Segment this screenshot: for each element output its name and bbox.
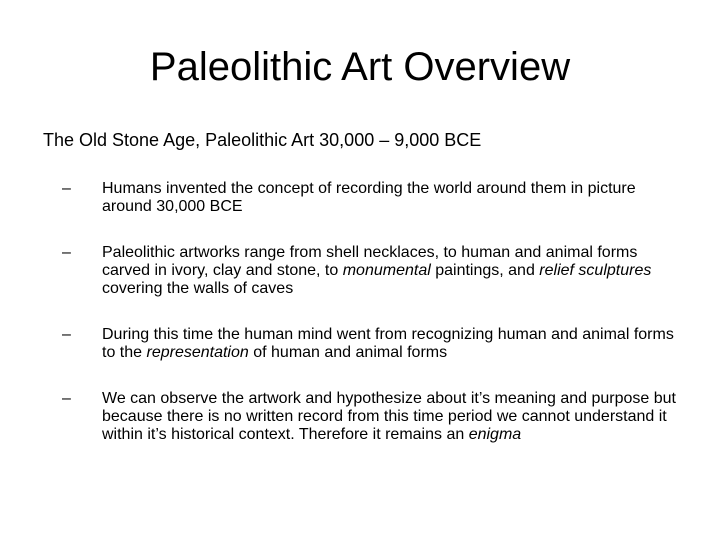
bullet-text <box>102 390 676 443</box>
bullet-text <box>102 326 674 361</box>
bullet-item <box>62 244 682 298</box>
bullet-text-segment: Paleolithic artworks range from shell necklaces, to human and animal forms carved in ivory, clay and stone, to <box>102 244 638 279</box>
bullet-text-segment: We can observe the artwork and hypothesize about it’s meaning and purpose but because there is no written record from this time period we cannot understand it within it’s historical context. Therefore it remains an <box>102 390 676 443</box>
bullet-text <box>102 244 651 297</box>
bullet-item <box>62 180 682 216</box>
bullet-text-segment: of human and animal forms <box>248 344 448 361</box>
bullet-item <box>62 390 682 444</box>
bullet-dash: – <box>62 244 71 261</box>
bullet-text-emphasis: enigma <box>468 426 522 443</box>
bullet-text-emphasis: monumental <box>342 262 431 279</box>
bullet-text-emphasis: representation <box>146 344 249 361</box>
bullet-text-segment: Humans invented the concept of recording the world around them in picture around 30,000 BCE <box>102 180 636 215</box>
slide-title: Paleolithic Art Overview <box>149 45 571 89</box>
bullet-item <box>62 326 682 362</box>
bullet-text-segment: During this time the human mind went from recognizing human and animal forms to the <box>102 326 674 361</box>
bullet-text <box>102 180 636 215</box>
bullet-dash: – <box>62 326 71 343</box>
bullet-text-emphasis: relief sculptures <box>539 262 652 279</box>
slide-subtitle: The Old Stone Age, Paleolithic Art 30,000 – 9,000 BCE <box>43 130 482 150</box>
bullet-text-segment: covering the walls of caves <box>102 280 294 297</box>
bullet-dash: – <box>62 180 71 197</box>
bullet-text-segment: paintings, and <box>430 262 540 279</box>
bullet-dash: – <box>62 390 71 407</box>
bullet-list <box>62 180 682 472</box>
